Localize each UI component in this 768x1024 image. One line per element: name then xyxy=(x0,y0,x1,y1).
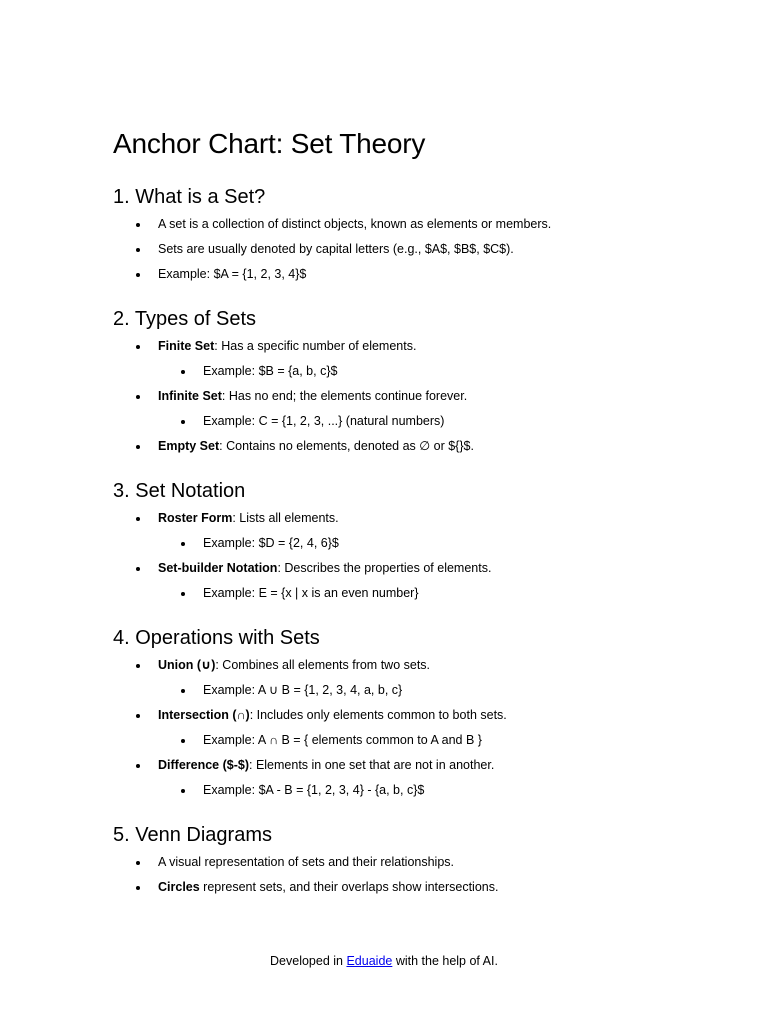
section-heading: 5. Venn Diagrams xyxy=(113,824,272,846)
list-item xyxy=(113,707,733,749)
section-set-notation xyxy=(113,478,733,602)
bullet-list xyxy=(113,657,733,799)
sub-list xyxy=(158,782,733,799)
item-term: Roster Form xyxy=(158,511,233,525)
bullet-list xyxy=(113,510,733,602)
section-heading: 1. What is a Set? xyxy=(113,186,266,208)
page-title: Anchor Chart: Set Theory xyxy=(113,128,426,159)
list-item xyxy=(113,879,733,896)
list-item xyxy=(113,388,733,430)
list-item xyxy=(113,854,733,871)
item-term: Difference ($-$) xyxy=(158,758,249,772)
item-text: : Has no end; the elements continue forever. xyxy=(221,389,468,403)
item-text: : Includes only elements common to both sets. xyxy=(249,708,507,722)
sub-list xyxy=(158,413,733,430)
section-operations-with-sets xyxy=(113,625,733,799)
item-text: : Lists all elements. xyxy=(232,511,339,525)
sub-list xyxy=(158,682,733,699)
item-term: Empty Set xyxy=(158,439,220,453)
list-item xyxy=(113,560,733,602)
document-page xyxy=(113,126,733,919)
section-venn-diagrams xyxy=(113,822,733,896)
item-term: Set-builder Notation xyxy=(158,561,278,575)
section-heading: 3. Set Notation xyxy=(113,480,246,502)
item-text: A visual representation of sets and their relationships. xyxy=(158,855,455,869)
list-item xyxy=(113,757,733,799)
bullet-list xyxy=(113,338,733,455)
list-item xyxy=(113,510,733,552)
section-what-is-a-set xyxy=(113,184,733,283)
section-types-of-sets xyxy=(113,306,733,455)
bullet-list xyxy=(113,854,733,896)
sub-list xyxy=(158,732,733,749)
list-item xyxy=(113,241,733,258)
footer-text-after: with the help of AI. xyxy=(392,954,498,968)
item-text: : Describes the properties of elements. xyxy=(277,561,492,575)
item-text: Example: $A = {1, 2, 3, 4}$ xyxy=(158,267,307,281)
eduaide-link[interactable]: Eduaide xyxy=(346,954,393,968)
sub-list-item: Example: A ∩ B = { elements common to A and B } xyxy=(158,732,733,749)
item-term: Infinite Set xyxy=(158,389,222,403)
list-item xyxy=(113,438,733,455)
list-item xyxy=(113,216,733,233)
sub-list xyxy=(158,535,733,552)
footer xyxy=(0,953,768,970)
list-item xyxy=(113,338,733,380)
item-text: : Elements in one set that are not in another. xyxy=(249,758,495,772)
sub-list-item: Example: $D = {2, 4, 6}$ xyxy=(158,535,733,552)
sub-list-item: Example: $A - B = {1, 2, 3, 4} - {a, b, c}$ xyxy=(158,782,733,799)
item-term: Circles xyxy=(158,880,200,894)
item-text: : Has a specific number of elements. xyxy=(214,339,417,353)
section-heading: 4. Operations with Sets xyxy=(113,627,320,649)
list-item xyxy=(113,266,733,283)
item-term: Intersection (∩) xyxy=(158,708,250,722)
item-term: Finite Set xyxy=(158,339,215,353)
sub-list-item: Example: $B = {a, b, c}$ xyxy=(158,363,733,380)
footer-text-before: Developed in xyxy=(270,954,347,968)
item-text: : Combines all elements from two sets. xyxy=(215,658,431,672)
sub-list xyxy=(158,363,733,380)
item-text: Sets are usually denoted by capital letters (e.g., $A$, $B$, $C$). xyxy=(158,242,514,256)
sub-list-item: Example: C = {1, 2, 3, ...} (natural numbers) xyxy=(158,413,733,430)
item-text: : Contains no elements, denoted as ∅ or ${}$. xyxy=(219,439,474,453)
item-term: Union (∪) xyxy=(158,658,216,672)
sub-list xyxy=(158,585,733,602)
sub-list-item: Example: E = {x | x is an even number} xyxy=(158,585,733,602)
item-text: A set is a collection of distinct objects, known as elements or members. xyxy=(158,217,552,231)
section-heading: 2. Types of Sets xyxy=(113,308,257,330)
sub-list-item: Example: A ∪ B = {1, 2, 3, 4, a, b, c} xyxy=(158,682,733,699)
bullet-list xyxy=(113,216,733,283)
item-text: represent sets, and their overlaps show intersections. xyxy=(199,880,499,894)
list-item xyxy=(113,657,733,699)
